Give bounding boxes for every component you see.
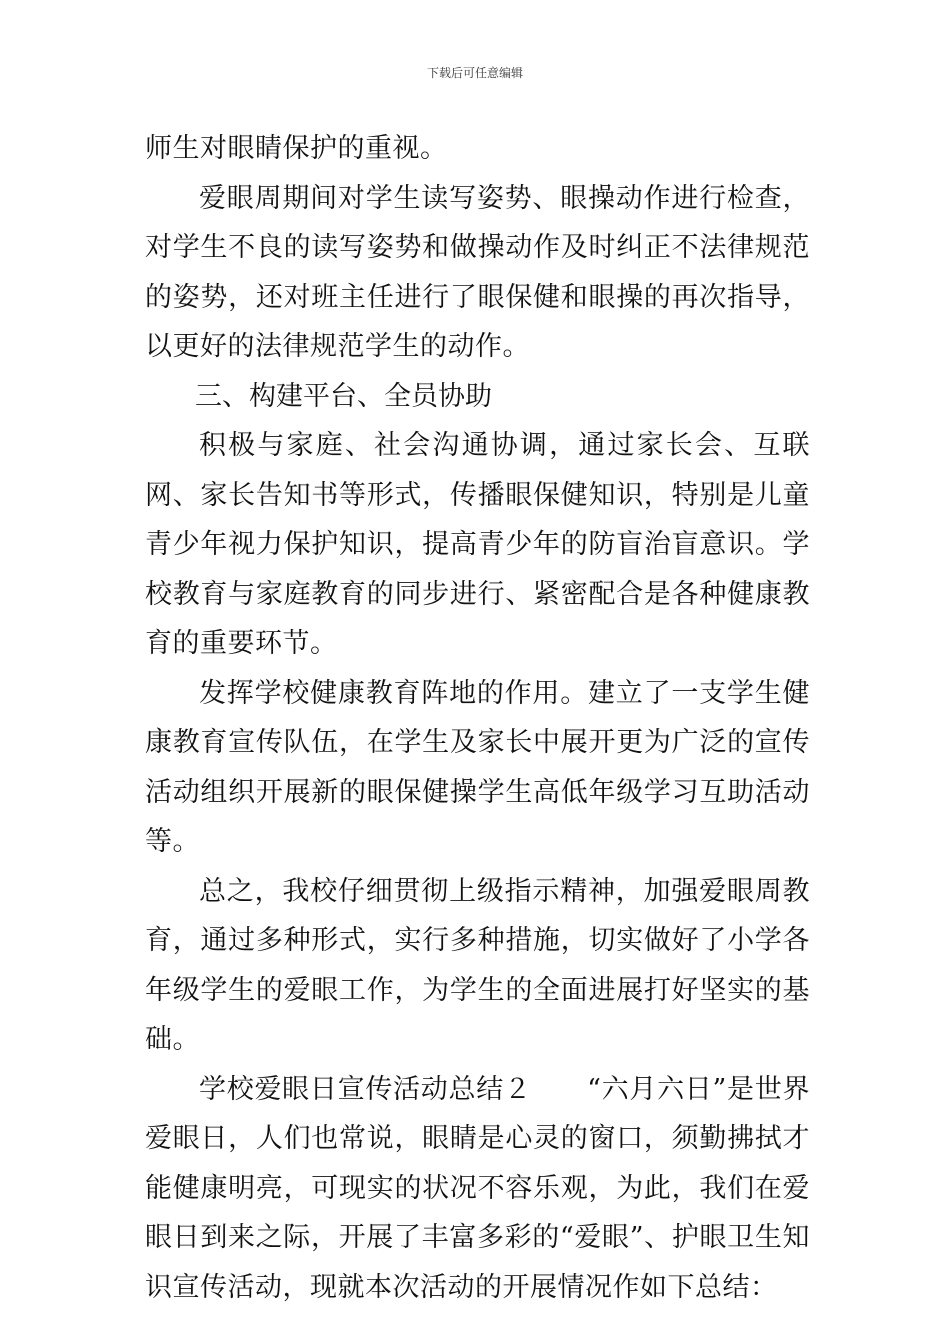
paragraph-summary: 总之，我校仔细贯彻上级指示精神，加强爱眼周教育，通过多种形式，实行多种措施，切实做好了小学各年级学生的爱眼工作，为学生的全面进展打好坚实的基础。 <box>145 875 810 1055</box>
document-body <box>145 124 810 1312</box>
page-header-note: 下载后可任意编辑 <box>426 66 523 80</box>
paragraph-inspection: 爱眼周期间对学生读写姿势、眼操动作进行检查，对学生不良的读写姿势和做操动作及时纠正不法律规范的姿势，还对班主任进行了眼保健和眼操的再次指导，以更好的法律规范学生的动作。 <box>145 182 810 362</box>
paragraph-communication: 积极与家庭、社会沟通协调，通过家长会、互联网、家长告知书等形式，传播眼保健知识，特别是儿童青少年视力保护知识，提高青少年的防盲治盲意识。学校教育与家庭教育的同步进行、紧密配合是各种健康教育的重要环节。 <box>145 430 810 659</box>
paragraph-health-education: 发挥学校健康教育阵地的作用。建立了一支学生健康教育宣传队伍，在学生及家长中展开更为广泛的宣传活动组织开展新的眼保健操学生高低年级学习互助活动等。 <box>145 677 810 857</box>
paragraph-eye-day-summary: 学校爱眼日宣传活动总结２ “六月六日”是世界爱眼日，人们也常说，眼睛是心灵的窗口，须勤拂拭才能健康明亮，可现实的状况不容乐观，为此，我们在爱眼日到来之际，开展了丰富多彩的“爱眼”、护眼卫生知识宣传活动，现就本次活动的开展情况作如下总结： <box>145 1073 810 1303</box>
section-heading-3: 三、构建平台、全员协助 <box>195 380 492 412</box>
paragraph-continuation: 师生对眼睛保护的重视。 <box>145 133 448 164</box>
